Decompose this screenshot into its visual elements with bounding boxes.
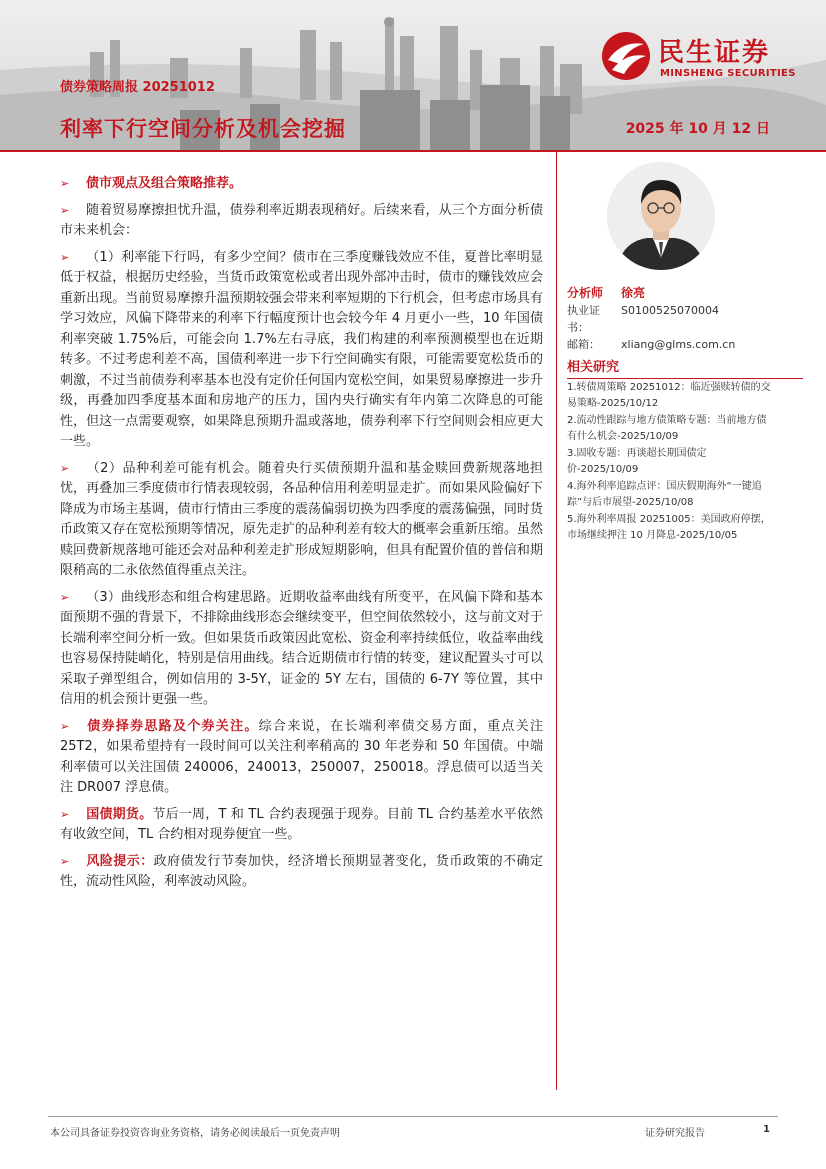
bullet-arrow-icon: ➢ [60, 250, 70, 264]
logo-text-en: MINSHENG SECURITIES [660, 68, 796, 79]
paragraph-point-1 [60, 248, 543, 453]
related-item[interactable]: 4.海外利率追踪点评：国庆假期海外“一键追踪”与后市展望-2025/10/08 [567, 481, 762, 508]
paragraph-risk [60, 852, 543, 893]
header-divider [0, 150, 826, 152]
analyst-email[interactable]: xliang@glms.com.cn [621, 338, 736, 351]
paragraph-heading: 风险提示： [86, 853, 154, 869]
column-divider [556, 152, 557, 1090]
related-item[interactable]: 3.固收专题：再谈超长期国债定价-2025/10/09 [567, 448, 707, 475]
related-research-list [567, 380, 775, 545]
bullet-arrow-icon: ➢ [60, 203, 70, 217]
paragraph-intro [60, 201, 543, 242]
minsheng-logo-icon [600, 30, 652, 82]
paragraph-bond-selection [60, 717, 543, 799]
bullet-arrow-icon: ➢ [60, 854, 70, 868]
paragraph-heading: 债市观点及组合策略推荐。 [86, 176, 243, 191]
related-item[interactable]: 5.海外利率周报 20251005：美国政府停摆，市场继续押注 10 月降息-2025/10/05 [567, 514, 771, 541]
email-label: 邮箱： [567, 338, 600, 351]
company-logo [600, 30, 810, 85]
bullet-arrow-icon: ➢ [60, 590, 70, 604]
logo-text-cn: 民生证券 [658, 38, 771, 68]
related-item[interactable]: 1.转债周策略 20251012：临近强赎转债的交易策略-2025/10/12 [567, 382, 771, 409]
analyst-portrait-image [607, 162, 715, 270]
analyst-info [567, 285, 807, 353]
paragraph-heading: 国债期货。 [86, 806, 153, 822]
license-number: S0100525070004 [621, 304, 719, 317]
paragraph-text: （2）品种利差可能有机会。随着央行买债预期升温和基金赎回费新规落地担忧，再叠加三季度债市行情表现较弱，各品种信用利差明显走扩。而如果风险偏好下降成为市场主基调，债市行情由三季度的震荡偏弱切换为四季度的震荡偏强，同时货币政策又存在宽松预期等情况，原先走扩的品种利差有较大的概率会重新压缩。虽然赎回费新规落地可能还会对品种利差走扩形成短期影响，但具有配置价值的普信和期限稍高的二永依然值得重点关注。 [60, 460, 543, 578]
paragraph-text: 政府债发行节奏加快，经济增长预期显著变化，货币政策的不确定性，流动性风险，利率波动风险。 [60, 853, 543, 889]
bullet-arrow-icon: ➢ [60, 719, 70, 733]
header-banner [0, 0, 826, 150]
paragraph-text: 综合来说，在长端利率债交易方面，重点关注 25T2，如果希望持有一段时间可以关注利率稍高的 30 年老券和 50 年国债。中端利率债可以关注国债 240006，240013，250007，250018。浮息债可以适当关注 DR007 浮息债。 [60, 718, 543, 795]
paragraph-point-2 [60, 459, 543, 582]
bullet-arrow-icon: ➢ [60, 807, 70, 821]
footer-label: 证券研究报告 [645, 1128, 705, 1139]
related-item[interactable]: 2.流动性跟踪与地方债策略专题：当前地方债有什么机会-2025/10/09 [567, 415, 767, 442]
analyst-name: 徐亮 [621, 286, 646, 300]
page-number: 1 [763, 1124, 770, 1135]
footer-disclaimer: 本公司具备证券投资咨询业务资格，请务必阅读最后一页免责声明 [50, 1128, 340, 1139]
analyst-photo [607, 162, 715, 270]
license-label: 执业证书： [567, 304, 600, 334]
report-date: 2025 年 10 月 12 日 [625, 121, 770, 137]
paragraph-point-3 [60, 588, 543, 711]
main-content [60, 174, 543, 899]
paragraph-text: （1）利率能下行吗，有多少空间？债市在三季度赚钱效应不佳，夏普比率明显低于权益，根据历史经验，当货币政策宽松或者出现外部冲击时，债市的赚钱效应会重新出现。当前贸易摩擦升温预期较强会带来利率短期的下行机会，但考虑市场具有学习效应，风偏下降带来的利率下行幅度预计也会较今年 4 月更小一些，10 年国债利率突破 1.75%后，可能会向 1.7%左右寻底，我们构建的利率预测模型也在近期转多。不过考虑利差不高，国债利率进一步下行空间确实有限，可能需要宽松货币的刺激，不过当前债券利率基本也没有定价任何国内宽松空间，如果贸易摩擦进一步升级，再叠加四季度基本面和房地产的压力，国内央行确实有年内第二次降息的可能性，但这一点需要观察，如果降息预期升温或落地，债券利率下行空间则会相应更大一些。 [60, 249, 543, 449]
report-type: 债券策略周报 20251012 [60, 80, 215, 95]
paragraph-text: 随着贸易摩擦担忧升温，债券利率近期表现稍好。后续来看，从三个方面分析债市未来机会： [60, 202, 543, 238]
related-research-title: 相关研究 [567, 356, 803, 379]
paragraph-text: （3）曲线形态和组合构建思路。近期收益率曲线有所变平，在风偏下降和基本面预期不强的背景下，不排除曲线形态会继续变平，但空间依然较小，这与前文对于长端利率空间分析一致。但如果货币政策因此宽松、资金利率持续低位，收益率曲线也容易保持陡峭化，特别是信用曲线。结合近期债市行情的转变，建议配置头寸可以采取子弹型组合，例如信用的 3-5Y，证金的 5Y 左右，国债的 6-7Y 等位置，其中信用的机会预计更强一些。 [60, 589, 543, 707]
bullet-arrow-icon: ➢ [60, 461, 70, 475]
analyst-role: 分析师 [567, 286, 604, 300]
bullet-arrow-icon: ➢ [60, 177, 70, 190]
footer-divider [48, 1116, 778, 1117]
report-title: 利率下行空间分析及机会挖掘 [60, 117, 346, 141]
paragraph-futures [60, 805, 543, 846]
paragraph-strategy [60, 174, 543, 195]
paragraph-heading: 债券择券思路及个券关注。 [86, 718, 259, 734]
paragraph-text: 节后一周，T 和 TL 合约表现强于现券。目前 TL 合约基差水平依然有收敛空间，TL 合约相对现券便宜一些。 [60, 806, 543, 842]
